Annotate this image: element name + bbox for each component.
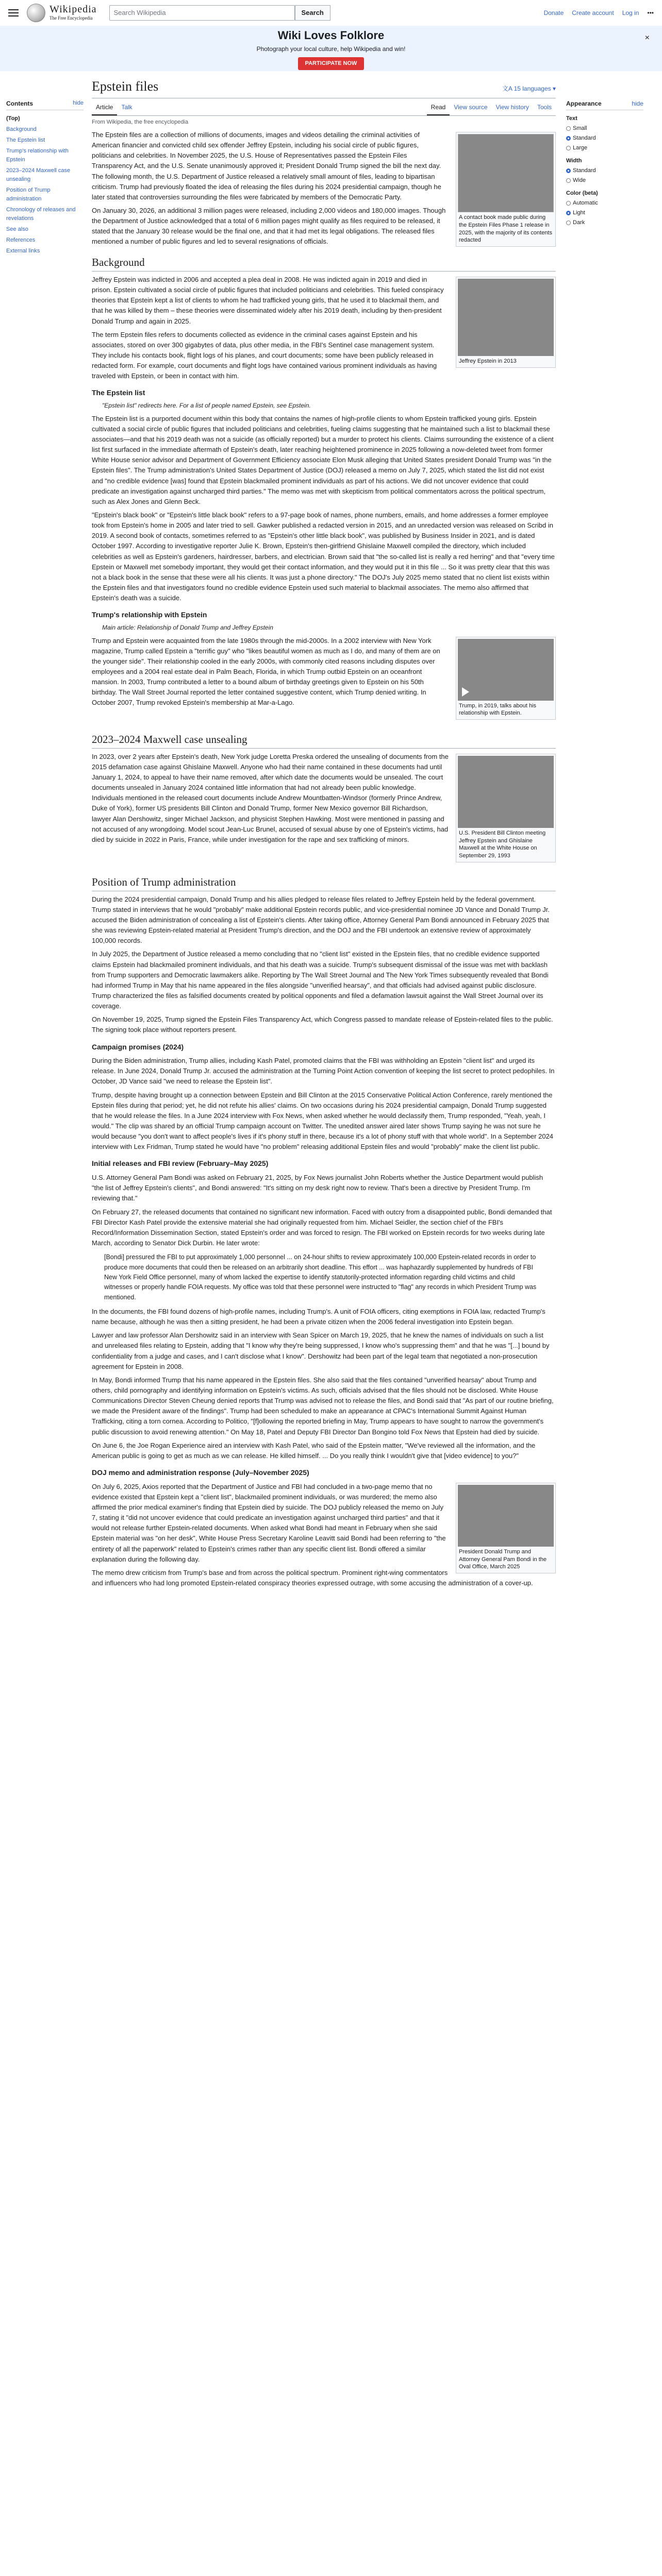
color-option-label: Dark (573, 219, 585, 226)
donate-link[interactable]: Donate (543, 9, 564, 16)
toc-hide-button[interactable]: hide (73, 100, 84, 106)
section-heading: Position of Trump administration (92, 874, 556, 891)
tagline: The Free Encyclopedia (49, 15, 93, 21)
figure-caption: A contact book made public during the Epstein Files Phase 1 release in 2025, with the majority of its contents redacted (459, 214, 552, 244)
paragraph: On February 27, the released documents that contained no significant new information. Faced with outcry from a disappointed public, Bondi demanded that FBI Director Kash Patel provide the extensive material she had originally requested from him. Michael Seidler, the section chief of the FBI's Record/Information Dissemination Section, stated Epstein's order and was forced to resign. The FBI worked on Epstein records for two weeks during late March, according to Senator Dick Durbin. He later wrote: (92, 1208, 552, 1247)
width-option-label: Wide (573, 177, 586, 183)
search-input[interactable]: Search Wikipedia (109, 5, 295, 21)
top-bar (0, 0, 662, 26)
create-account-link[interactable]: Create account (572, 9, 614, 16)
color-option[interactable] (566, 199, 643, 208)
article-content (92, 74, 556, 1591)
banner-subtitle: Photograph your local culture, help Wikipedia and win! (256, 45, 406, 53)
tab-view-history[interactable]: View history (495, 104, 529, 111)
color-option[interactable] (566, 218, 643, 227)
text-size-label: Text (566, 115, 577, 122)
color-label: Color (beta) (566, 190, 598, 196)
figure-contact-book (456, 132, 556, 247)
figure-caption: Jeffrey Epstein in 2013 (459, 358, 517, 365)
page-tabs (92, 100, 556, 116)
paragraph: In the documents, the FBI found dozens of high-profile names, including Trump's. A unit of FOIA officers, citing exemptions in FOIA law, redacted Trump's name because, although he was then a sitting president, he had been a private citizen when the 2006 federal investigation into Epstein began. (92, 1308, 545, 1326)
trump-video[interactable] (458, 639, 554, 701)
text-size-option-label: Standard (573, 134, 596, 141)
search-button[interactable]: Search (295, 5, 330, 21)
toc-item[interactable]: External links (6, 248, 40, 255)
blockquote: [Bondi] pressured the FBI to put approximately 1,000 personnel ... on 24-hour shifts to review approximately 100,000 Epstein-related records in order to produce more documents that could then be released on an arbitrarily short deadline. This effort ... was haphazardly supplemented by hundreds of FBI New York Field Office personnel, many of whom lacked the expertise to identify statutorily-protected information regarding child victims and child witnesses or properly handle FOIA requests. My office was told that these personnel were instructed to "flag" any records in which President Trump was mentioned. (104, 1253, 537, 1301)
radio-icon[interactable] (566, 168, 571, 173)
subsection-heading: The Epstein list (92, 388, 145, 397)
tab-tools[interactable]: Tools (537, 104, 552, 111)
section-heading: 2023–2024 Maxwell case unsealing (92, 731, 556, 749)
subsection-heading: DOJ memo and administration response (July–November 2025) (92, 1468, 309, 1477)
figure-clinton-meeting (456, 754, 556, 862)
radio-icon[interactable] (566, 136, 571, 141)
page-title: Epstein files 文A 15 languages ▾ (92, 76, 556, 98)
figure-trump-video (456, 637, 556, 720)
paragraph: Jeffrey Epstein was indicted in 2006 and accepted a plea deal in 2008. He was indicted again in 2019 and died in prison. Epstein cultivated a social circle of public figures that included politicians and celebrities. This fueled conspiracy theories that Epstein kept a list of clients to whom he had trafficked young girls, that he used it to blackmail them, and that he was killed by them – these theories were disseminated widely after his 2019 death, including by then-president Donald Trump and again in 2025. (92, 276, 444, 325)
radio-icon[interactable] (566, 221, 571, 225)
paragraph: The term Epstein files refers to documents collected as evidence in the criminal cases against Epstein and his associates, stored on over 300 gigabytes of data, plus other media, in the FBI's Sentinel case management system. They include his contacts book, flight logs of his planes, and court documents; some have been publicly released in redacted form. For example, court documents and flight logs have contained various prominent individuals as having traveled with Epstein, or been in contact with him. (92, 330, 437, 380)
toc-item[interactable]: See also (6, 226, 28, 233)
intro-paragraph: On January 30, 2026, an additional 3 million pages were released, including 2,000 videos and 180,000 images. Though the Department of Justice acknowledged that a total of 6 million pages might qualify as files required to be released, it stated that the January 30 release would be the final one, and that it had met its legal obligations. The released files mentioned a number of public figures and led to several resignations of officials. (92, 206, 446, 246)
paragraph: In July 2025, the Department of Justice released a memo concluding that no "client list" existed in the Epstein files, that no credible evidence supported claims Epstein had blackmailed prominent individuals, and that his death was a suicide. Trump's subsequent dismissal of the issue was met with backlash from Trump supporters and Democratic lawmakers alike. Reporting by The Wall Street Journal and The New York Times subsequently revealed that Bondi had informed Trump in May that his name appeared in the files alongside "unverified hearsay", and that officials had advised against public disclosure. Trump characterized the files as falsified documents created by political opponents and filed a defamation lawsuit against the Wall Street Journal over its coverage. (92, 950, 549, 1010)
subsection-heading: Initial releases and FBI review (February–May 2025) (92, 1159, 269, 1168)
clinton-photo[interactable] (458, 756, 554, 828)
paragraph: In 2023, over 2 years after Epstein's death, New York judge Loretta Preska ordered the unsealing of documents from the 2015 defamation case against Ghislaine Maxwell. Anyone who had their name contained in these documents had until January 1, 2024, to appeal to have their name removed, after which date the documents would be unsealed. The court documents unsealed in January 2024 contained little information that had not already been public knowledge. Individuals mentioned in the released court documents include Andrew Mountbatten-Windsor (formerly Prince Andrew, Duke of York), former US presidents Bill Clinton and Donald Trump, former New Mexico governor Bill Richardson, lawyer Alan Dershowitz, singer Michael Jackson, and physicist Stephen Hawking. Most were mentioned in passing and not accused of any wrongdoing. Model scout Jean-Luc Brunel, accused of sexual abuse by one of Epstein's victims, had died by suicide in 2022 in Paris, France, while under investigation for the rape and sex trafficking of minors. (92, 752, 449, 843)
paragraph: On July 6, 2025, Axios reported that the Department of Justice and FBI had concluded in a two-page memo that no evidence existed that Epstein kept a "client list", blackmailed prominent individuals, or was murdered; the memo also affirmed the prior medical examiner's finding that Epstein died by suicide. The DOJ publicly released the memo on July 7, stating it "did not uncover evidence that could predicate an investigation against uncharged third parties" and that it would not release further Epstein-related documents. When asked what Bondi had meant in February when she said Epstein material was "on her desk", White House Press Secretary Karoline Leavitt said Bondi had been referring to "the entirety of all the paperwork" related to Epstein's crimes rather than any specific client list. Bondi offered a similar explanation during the following day. (92, 1482, 446, 1563)
paragraph: On November 19, 2025, Trump signed the Epstein Files Transparency Act, which Congress passed to mandate release of Epstein-related files to the public. The signing took place without reporters present. (92, 1015, 553, 1034)
figure-caption: U.S. President Bill Clinton meeting Jeffrey Epstein and Ghislaine Maxwell at the White House on September 29, 1993 (459, 829, 546, 859)
personal-tools (544, 8, 654, 18)
color-option-label: Light (573, 210, 585, 216)
radio-icon[interactable] (566, 178, 571, 183)
toc-item[interactable]: 2023–2024 Maxwell case unsealing (6, 167, 71, 182)
text-size-option-label: Small (573, 125, 587, 131)
play-icon[interactable] (462, 687, 469, 697)
tab-view-source[interactable]: View source (454, 104, 488, 111)
paragraph: "Epstein's black book" or "Epstein's little black book" refers to a 97-page book of names, phone numbers, emails, and home addresses a former employee took from Epstein's home in 2005 and later tried to sell. Gawker published a redacted version in 2015, and an unredacted version was released on Scribd in 2019. A second book of contacts, sometimes referred to as "Epstein's other little black book", was published by Business Insider in 2021, and is dated October 1997. According to investigative reporter Julie K. Brown, Epstein's then-girlfriend Ghislaine Maxwell compiled the directory, which included celebrities as well as Epstein's gardeners, hairdresser, barbers, and electrician. Brown said that "the so-called list is really a red herring" and that "every time Epstein or Maxwell met somebody important, they would get their contact information, and they would put it in this file ... So it was pretty clear that this was not a black book in the sense that these were all his clients. It was just a phone directory." The DOJ's July 2025 memo stated that no client list exists within the Epstein files and that investigators found no credible evidence Epstein used such material to blackmail associates. The memo also affirmed that Epstein's death was a suicide. (92, 511, 555, 602)
languages-button[interactable]: 文A 15 languages ▾ (502, 85, 556, 92)
width-option-label: Standard (573, 167, 596, 174)
text-size-option[interactable] (566, 124, 643, 133)
login-link[interactable]: Log in (622, 9, 639, 16)
paragraph: On June 6, the Joe Rogan Experience aired an interview with Kash Patel, who said of the Epstein matter, "We've reviewed all the information, and the American public is going to get as much as we can release. He killed himself. ... Do you really think I wouldn't give that [video evidence] to you?" (92, 1441, 536, 1460)
toc-item[interactable]: References (6, 237, 36, 244)
width-option[interactable] (566, 166, 643, 175)
figure-caption: President Donald Trump and Attorney General Pam Bondi in the Oval Office, March 2025 (459, 1548, 547, 1570)
paragraph: During the Biden administration, Trump allies, including Kash Patel, promoted claims that the FBI was withholding an Epstein "client list" and urged its release. In June 2024, Donald Trump Jr. accused the administration at the Turning Point Action convention of keeping the list secret to protect pedophiles. In October, JD Vance said "we need to release the Epstein list". (92, 1057, 555, 1086)
paragraph: U.S. Attorney General Pam Bondi was asked on February 21, 2025, by Fox News journalist John Roberts whether the Justice Department would publish "the list of Jeffrey Epstein's clients", and Bondi answered: "It's sitting on my desk right now to review. That's been a directive by President Trump. I'm reviewing that." (92, 1174, 543, 1202)
toc-item[interactable]: The Epstein list (6, 137, 45, 143)
paragraph: The Epstein list is a purported document within this body that contains the names of high-profile clients to whom Epstein trafficked young girls. Epstein cultivated a social circle of public figures that included politicians and celebrities, fueling claims suggesting that he maintained such a list to blackmail these associates—and that his 2019 death was not a suicide (as officially reported) but a murder to protect his clients. Claims surrounding the existence of a client list first surfaced in the immediate aftermath of Epstein's death, later reaching heightened prominence in 2025 following a now-deleted tweet from former White House senior advisor and Department of Government Efficiency associate Elon Musk alleging that United States president Donald Trump was "in the Epstein files". The Trump administration's United States Department of Justice (DOJ) released a memo on July 7, 2025, which stated the list did not exist and "no credible evidence [was] found that Epstein blackmailed prominent individuals as part of his actions. We did not uncover evidence that could predicate an investigation against uncharged third parties." The memo was met with skepticism from political commentators across the political spectrum, such as Alex Jones and Glenn Beck. (92, 414, 554, 505)
text-size-option[interactable] (566, 134, 643, 143)
text-size-option[interactable] (566, 144, 643, 152)
paragraph: Trump and Epstein were acquainted from the late 1980s through the mid-2000s. In a 2002 interview with New York magazine, Trump called Epstein a "terrific guy" who "likes beautiful women as much as I do, and many of them are on the younger side". Their relationship cooled in the early 2000s, with commonly cited reasons including disputes over employees and a 2004 real estate deal in Palm Beach, Florida, in which Trump outbid Epstein on an oceanfront mansion. In 2003, Trump contributed a letter to a bound album of birthday greetings given to Epstein on his 50th birthday. The Wall Street Journal reported the letter contained suggestive content, which Trump denied writing. In October 2007, Trump revoked Epstein's membership at Mar-a-Lago. (92, 636, 440, 707)
paragraph: The memo drew criticism from Trump's base and from across the political spectrum. Prominent right-wing commentators and influencers who had long promoted Epstein-related conspiracy theories expressed outrage, with some accusing the administration of a cover-up. (92, 1568, 533, 1587)
tab-article[interactable]: Article (92, 100, 117, 115)
toc-heading: Contents hide (6, 99, 84, 110)
paragraph: Lawyer and law professor Alan Dershowitz said in an interview with Sean Spicer on March 19, 2025, that he knew the names of individuals on such a list and unreleased files relating to Epstein, adding that "I know why they're being suppressed, I know who's suppressing them" and that he was "[...] bound by confidentiality from a judge and cases, and I can't disclose what I know". Dershowitz had been part of the legal team that negotiated a non-prosecution agreement for Epstein in 2008. (92, 1331, 550, 1370)
wordmark: Wikipedia (49, 4, 97, 15)
text-size-option-label: Large (573, 144, 588, 151)
toc-item[interactable]: (Top) (6, 115, 20, 122)
intro-paragraph: The Epstein files are a collection of millions of documents, images and videos detailing the criminal activities of American financier and convicted child sex offender Jeffrey Epstein, including his social circle of public figures, politicians and celebrities. In November 2025, the U.S. House of Representatives passed the Epstein Files Transparency Act, and the U.S. Senate unanimously approved it; President Donald Trump signed the bill the next day. The following month, the U.S. Department of Justice released a relatively small amount of files, leading to bipartisan criticism. Trump had previously floated the idea of releasing the files during his 2024 presidential campaign, though he later stated that controversies surrounding the files were fabricated by members of the Democratic Party. (92, 130, 441, 201)
paragraph: During the 2024 presidential campaign, Donald Trump and his allies pledged to release files related to Jeffrey Epstein held by the federal government. Trump stated in interviews that he would "probably" make additional Epstein records public, and vice-presidential nominee JD Vance and Donald Trump Jr. accused the Biden administration of concealing a list of Epstein's clients. After taking office, Attorney General Pam Bondi announced in February 2025 that she was reviewing Epstein-related material at President Trump's direction, and the DOJ and the FBI undertook an extensive review of approximately 100,000 records. (92, 895, 550, 945)
more-options-icon[interactable]: ••• (647, 9, 654, 16)
epstein-photo[interactable] (458, 279, 554, 356)
toc-item[interactable]: Background (6, 126, 37, 132)
subsection-heading: Campaign promises (2024) (92, 1042, 184, 1051)
table-of-contents (6, 74, 84, 1591)
tab-talk[interactable]: Talk (121, 104, 133, 111)
color-option[interactable] (566, 209, 643, 217)
main-menu-icon[interactable] (8, 9, 19, 16)
toc-item[interactable]: Position of Trump administration (6, 187, 51, 202)
toc-item[interactable]: Trump's relationship with Epstein (6, 147, 69, 163)
color-option-label: Automatic (573, 199, 598, 206)
subsection-heading: Trump's relationship with Epstein (92, 611, 207, 619)
campaign-banner (0, 26, 662, 71)
width-option[interactable] (566, 176, 643, 185)
banner-title: Wiki Loves Folklore (277, 29, 385, 42)
section-heading: Background (92, 254, 556, 272)
appearance-hide-button[interactable]: hide (632, 100, 643, 107)
site-sub: From Wikipedia, the free encyclopedia (92, 118, 189, 125)
figure-trump-bondi (456, 1483, 556, 1574)
globe-logo-icon (27, 4, 45, 22)
contact-book-image[interactable] (458, 134, 554, 212)
appearance-panel (566, 74, 643, 1591)
width-label: Width (566, 157, 582, 164)
participate-button[interactable]: PARTICIPATE NOW (298, 57, 365, 70)
close-icon[interactable]: × (644, 33, 650, 42)
appearance-heading: Appearance hide (566, 99, 643, 110)
wikipedia-logo[interactable] (27, 4, 97, 22)
paragraph: In May, Bondi informed Trump that his name appeared in the Epstein files. She also said that the files contained "unverified hearsay" about Trump and others, child pornography and identifying information on Epstein's victims. As such, officials advised that the files should not be disclosed. White House Communications Director Steven Cheung denied reports that Trump was advised not to release the files, and Bondi said that "As part of our routine briefing, we made the President aware of the findings". Trump had been scheduled to make an appearance at CPAC's International Summit Against Human Trafficking, citing a torn cornea. According to Politico, "[f]ollowing the reported briefing in May, Trump appears to have sought to narrow the government's public discussion to avoid renewing attention." On May 18, Patel and Deputy FBI Director Dan Bongino told Fox News that Epstein had died by suicide. (92, 1376, 554, 1436)
radio-icon[interactable] (566, 211, 571, 215)
radio-icon[interactable] (566, 146, 571, 150)
figure-epstein (456, 277, 556, 368)
radio-icon[interactable] (566, 126, 571, 131)
paragraph: Trump, despite having brought up a connection between Epstein and Bill Clinton at the 2015 Conservative Political Action Conference, rarely mentioned the Epstein files during that period; yet, he did not refute his allies' claims. On two occasions during his 2024 presidential campaign, Donald Trump suggested that he would release the files. In a June 2024 interview with Fox News, when asked whether he would declassify them, Trump responded, "Yeah, yeah, I would." The clip was shared by an official Trump campaign account on Twitter. The unedited answer aired later shows Trump saying he was not sure he would because "you don't want to affect people's lives if it's phony stuff in there, because it's a lot of phony stuff with that whole world". In a September 2024 interview with Lex Fridman, Trump stated he would have "no problem" releasing additional Epstein files and would "probably" make the client list public. (92, 1091, 554, 1151)
figure-caption: Trump, in 2019, talks about his relationship with Epstein. (459, 702, 537, 717)
tab-read[interactable]: Read (427, 100, 450, 115)
radio-icon[interactable] (566, 201, 571, 206)
hatnote: Main article: Relationship of Donald Trump and Jeffrey Epstein (102, 623, 273, 631)
trump-bondi-photo[interactable] (458, 1485, 554, 1547)
toc-item[interactable]: Chronology of releases and revelations (6, 207, 76, 222)
hatnote: "Epstein list" redirects here. For a list of people named Epstein, see Epstein. (102, 402, 311, 410)
